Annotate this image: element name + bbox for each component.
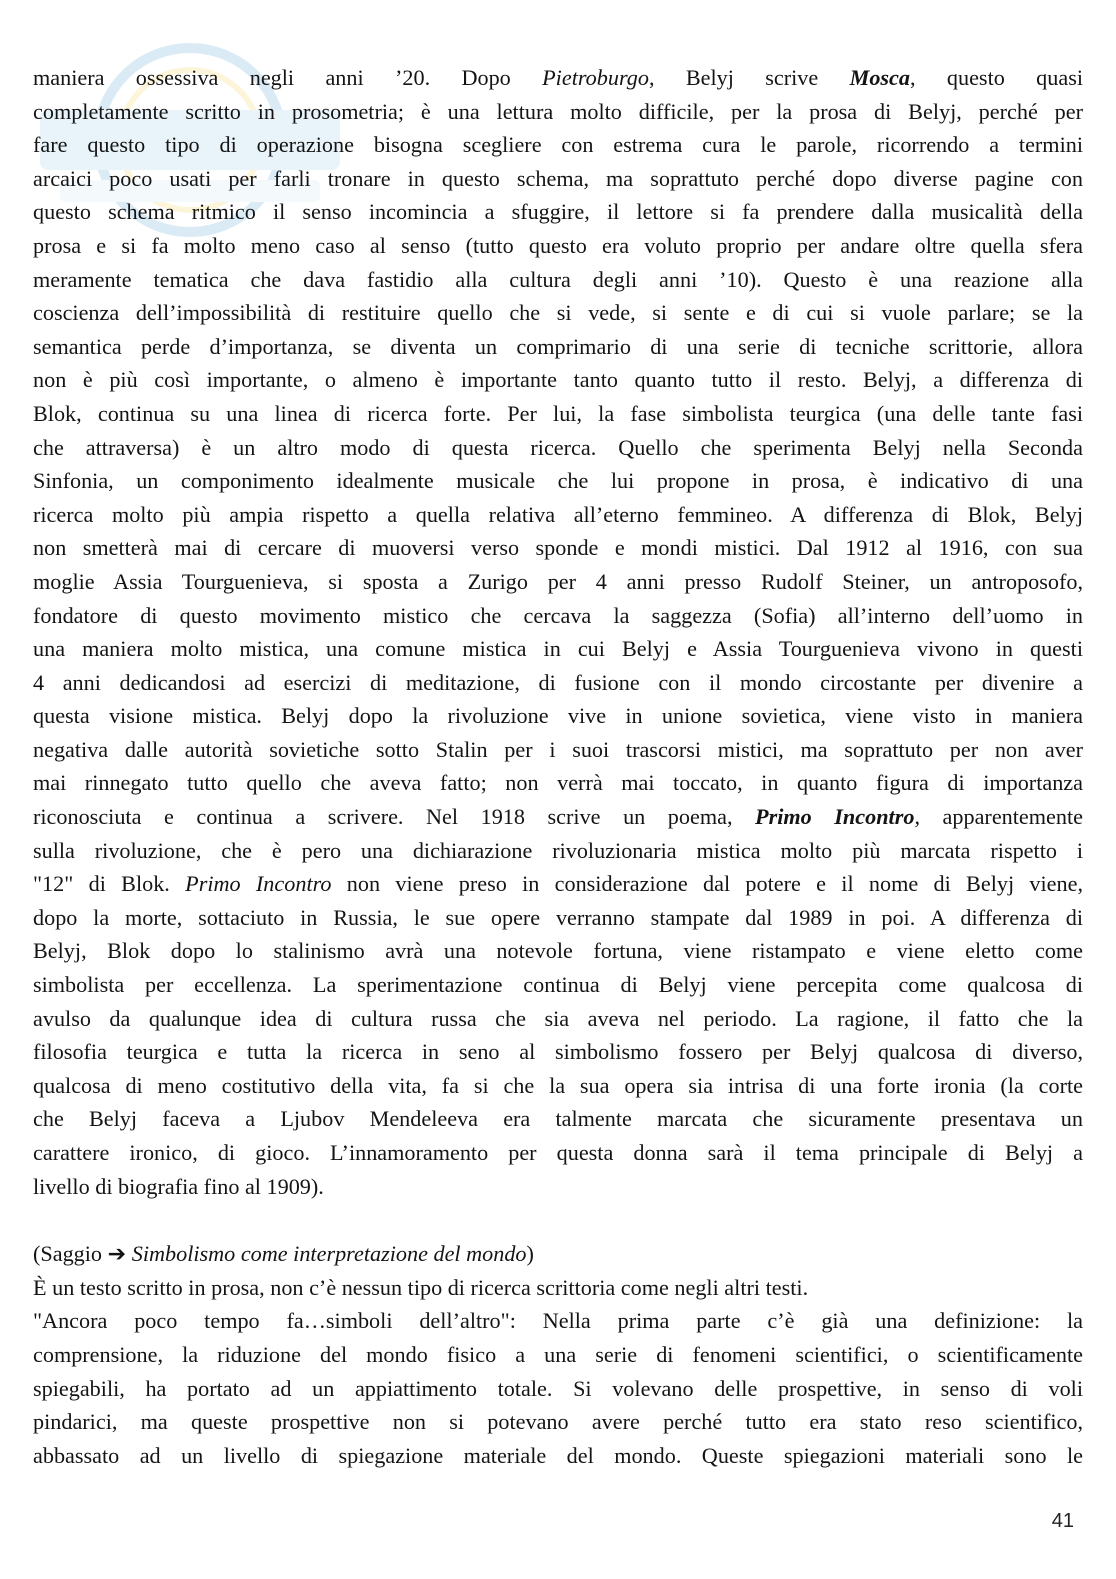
text-line: mai rinnegato tutto quello che aveva fatto; non verrà mai toccato, in quanto figura di importanza bbox=[33, 770, 1083, 796]
text-run: , apparentemente bbox=[914, 804, 1083, 830]
text-line: semantica perde d’importanza, se diventa un comprimario di una serie di tecniche scrittorie, allora bbox=[33, 333, 1083, 359]
text-line: spiegabili, ha portato ad un appiattimento totale. Si volevano delle prospettive, in senso di voli bbox=[33, 1375, 1083, 1401]
text-line: filosofia teurgica e tutta la ricerca in seno al simbolismo fossero per Belyj qualcosa di diverso, bbox=[33, 1039, 1083, 1065]
italic-title: Simbolismo come interpretazione del mondo bbox=[131, 1241, 527, 1267]
text-line: Sinfonia, un componimento idealmente musicale che lui propone in prosa, è indicativo di una bbox=[33, 468, 1083, 494]
text-line: arcaici poco usati per farli tronare in questo schema, ma soprattuto perché dopo diverse pagine con bbox=[33, 165, 1083, 191]
text-run: maniera ossessiva negli anni ’20. Dopo bbox=[33, 65, 543, 90]
text-line: pindarici, ma queste prospettive non si potevano avere perché tutto era stato reso scientifico, bbox=[33, 1409, 1083, 1435]
text-line: comprensione, la riduzione del mondo fisico a una serie di fenomeni scientifici, o scientificamente bbox=[33, 1341, 1083, 1367]
text-line: ricerca molto più ampia rispetto a quella relativa all’eterno femmineo. A differenza di Blok, Belyj bbox=[33, 501, 1083, 527]
text-line: moglie Assia Tourguenieva, si sposta a Zurigo per 4 anni presso Rudolf Steiner, un antroposofo, bbox=[33, 568, 1083, 594]
paragraph bbox=[33, 1237, 1083, 1472]
text-line: 4 anni dedicandosi ad esercizi di meditazione, di fusione con il mondo circostante per divenire a bbox=[33, 669, 1083, 695]
text-line: Blok, continua su una linea di ricerca forte. Per lui, la fase simbolista teurgica (una delle tante fasi bbox=[33, 400, 1083, 426]
text-run: non viene preso in considerazione dal potere e il nome di Belyj viene, bbox=[331, 871, 1084, 897]
text-line: che Belyj faceva a Ljubov Mendeleeva era talmente marcata che sicuramente presentava un bbox=[33, 1106, 1083, 1132]
text-line: sulla rivoluzione, che è pero una dichiarazione rivoluzionaria mistica molto più marcata rispetto i bbox=[33, 837, 1083, 863]
italic-title: Pietroburgo bbox=[542, 65, 649, 90]
text-line: abbassato ad un livello di spiegazione materiale del mondo. Queste spiegazioni materiali sono le bbox=[33, 1442, 1083, 1468]
text-line bbox=[33, 867, 1083, 901]
text-line: questo schema ritmico il senso incomincia a sfuggire, il lettore si fa prendere dalla musicalità della bbox=[33, 199, 1083, 225]
text-line: carattere ironico, di gioco. L’innamoramento per questa donna sarà il tema principale di Belyj a bbox=[33, 1140, 1083, 1165]
text-line: "Ancora poco tempo fa…simboli dell’altro": Nella prima parte c’è già una definizione: la bbox=[33, 1308, 1083, 1334]
text-run: ) bbox=[526, 1241, 534, 1267]
text-run: riconosciuta e continua a scrivere. Nel 1918 scrive un poema, bbox=[33, 804, 756, 830]
italic-title: Primo Incontro bbox=[185, 871, 332, 897]
text-line: non è più così importante, o almeno è importante tanto quanto tutto il resto. Belyj, a differenza di bbox=[33, 367, 1083, 393]
text-line: dopo la morte, sottaciuto in Russia, le sue opere verranno stampate dal 1989 in poi. A differenza di bbox=[33, 904, 1083, 930]
text-line bbox=[33, 800, 1083, 834]
text-run: (Saggio ➔ bbox=[33, 1241, 132, 1267]
text-line: È un testo scritto in prosa, non c’è nessun tipo di ricerca scrittoria come negli altri testi. bbox=[33, 1274, 809, 1300]
page-number: 41 bbox=[1051, 1510, 1074, 1532]
text-line: Belyj, Blok dopo lo stalinismo avrà una notevole fortuna, viene ristampato e viene eletto come bbox=[33, 938, 1083, 964]
text-run: , questo quasi bbox=[910, 65, 1084, 90]
text-run: , Belyj scrive bbox=[648, 65, 850, 90]
text-run: "12" di Blok. bbox=[33, 871, 186, 897]
document-body bbox=[33, 61, 1083, 1472]
bold-italic-title: Primo Incontro bbox=[755, 804, 915, 830]
text-line: simbolista per eccellenza. La sperimentazione continua di Belyj viene percepita come qualcosa di bbox=[33, 972, 1083, 998]
text-line: coscienza dell’impossibilità di restituire quello che si vede, si sente e di cui si vuole parlare; se la bbox=[33, 300, 1083, 326]
bold-italic-title: Mosca bbox=[849, 65, 910, 90]
text-line: negativa dalle autorità sovietiche sotto Stalin per i suoi trascorsi mistici, ma soprattuto per non aver bbox=[33, 736, 1083, 762]
text-line: una maniera molto mistica, una comune mistica in cui Belyj e Assia Tourguenieva vivono in questi bbox=[33, 636, 1083, 662]
text-line: prosa e si fa molto meno caso al senso (tutto questo era voluto proprio per andare oltre quella sfera bbox=[33, 232, 1083, 258]
text-line: meramente tematica che dava fastidio alla cultura degli anni ’10). Questo è una reazione alla bbox=[33, 266, 1083, 292]
text-line: questa visione mistica. Belyj dopo la rivoluzione vive in unione sovietica, viene visto in maniera bbox=[33, 703, 1083, 729]
paragraph bbox=[33, 61, 1083, 1203]
text-line bbox=[33, 61, 1083, 95]
text-line bbox=[33, 1237, 1083, 1271]
paragraph-gap bbox=[33, 1203, 1083, 1237]
text-line: non smetterà mai di cercare di muoversi verso sponde e mondi mistici. Dal 1912 al 1916, con sua bbox=[33, 535, 1083, 561]
text-line: fondatore di questo movimento mistico che cercava la saggezza (Sofia) all’interno dell’uomo in bbox=[33, 602, 1083, 628]
text-line: fare questo tipo di operazione bisogna scegliere con estrema cura le parole, ricorrendo a termini bbox=[33, 132, 1083, 158]
text-line: che attraversa) è un altro modo di questa ricerca. Quello che sperimenta Belyj nella Seconda bbox=[33, 434, 1083, 460]
text-line: completamente scritto in prosometria; è una lettura molto difficile, per la prosa di Belyj, perché per bbox=[33, 98, 1083, 124]
text-line: qualcosa di meno costitutivo della vita, fa si che la sua opera sia intrisa di una forte ironia (la corte bbox=[33, 1072, 1083, 1098]
text-line: avulso da qualunque idea di cultura russa che sia aveva nel periodo. La ragione, il fatto che la bbox=[33, 1005, 1083, 1031]
text-line: livello di biografia fino al 1909). bbox=[33, 1173, 324, 1199]
